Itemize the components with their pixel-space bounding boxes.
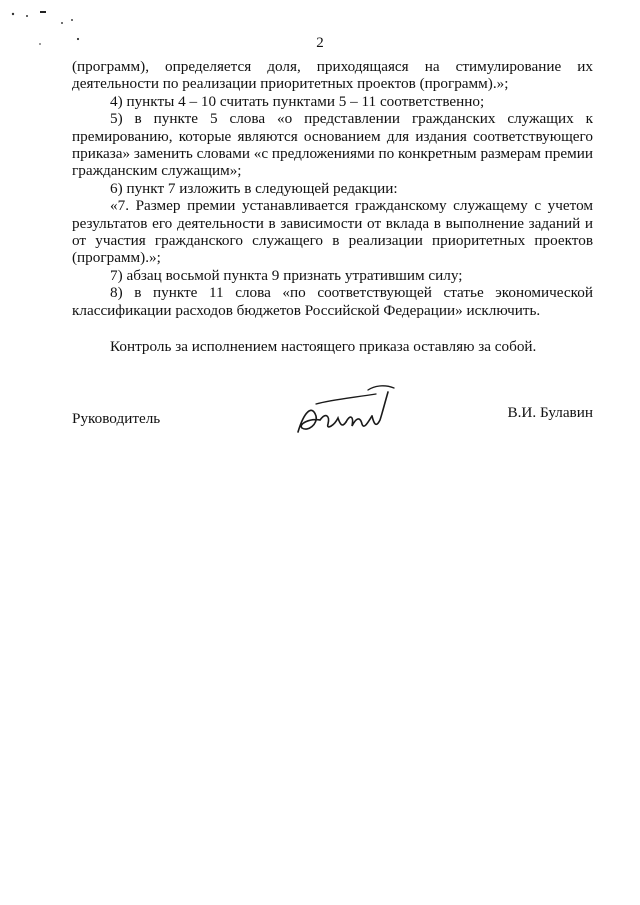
- paragraph: 4) пункты 4 – 10 считать пунктами 5 – 11 соответственно;: [110, 92, 485, 110]
- paragraph: «7. Размер премии устанавливается гражданскому служащему с учетом результатов его деятельности в зависимости от вклада в выполнение заданий и от участия гражданского служащего в реализации приоритетных проектов (программ).»;: [72, 197, 593, 267]
- paragraph: 7) абзац восьмой пункта 9 признать утратившим силу;: [110, 266, 463, 284]
- control-statement: Контроль за исполнением настоящего приказа оставляю за собой.: [110, 338, 537, 355]
- page-number: 2: [316, 35, 324, 51]
- handwritten-signature: [290, 382, 402, 444]
- paragraph: 6) пункт 7 изложить в следующей редакции:: [110, 179, 398, 197]
- paragraph: 8) в пункте 11 слова «по соответствующей статье экономической классификации расходов бюджетов Российской Федерации» исключить.: [72, 284, 593, 319]
- paragraph: 5) в пункте 5 слова «о представлении гражданских служащих к премированию, которые являются основанием для издания соответствующего приказа» заменить словами «с предложениями по конкретным размерам премии гражданским служащим»;: [72, 110, 593, 180]
- signatory-title: Руководитель: [72, 410, 161, 427]
- document-body: [72, 58, 593, 319]
- signatory-name: В.И. Булавин: [507, 404, 593, 421]
- paragraph: (программ), определяется доля, приходящаяся на стимулирование их деятельности по реализации приоритетных проектов (программ).»;: [72, 58, 593, 93]
